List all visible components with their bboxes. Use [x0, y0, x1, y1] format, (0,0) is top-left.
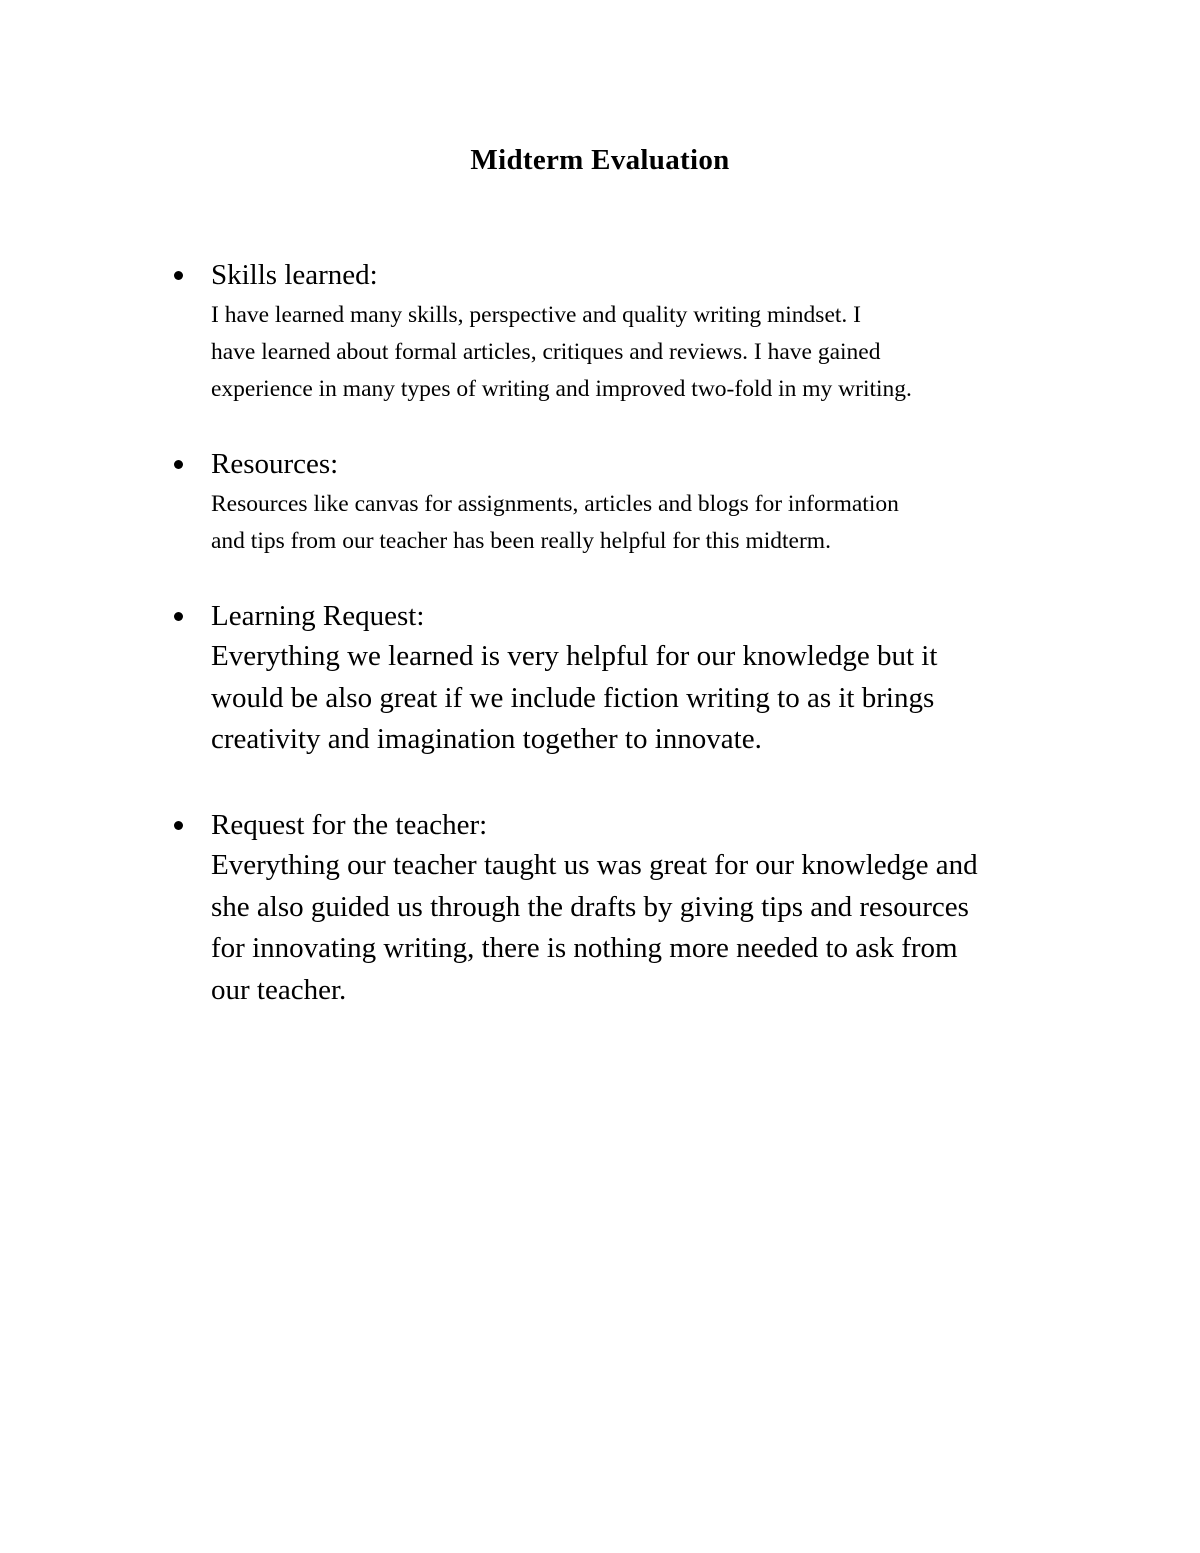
section-heading: Resources: — [211, 448, 339, 480]
section-body: Resources like canvas for assignments, articles and blogs for information and tips from our teacher has been really helpful for this midterm. — [211, 491, 899, 554]
bullet-icon — [172, 268, 186, 282]
bullet-icon — [172, 609, 186, 623]
section-body: Everything our teacher taught us was great for our knowledge and she also guided us through the drafts by giving tips and resources for innovating writing, there is nothing more needed to ask from our teacher. — [211, 849, 978, 1006]
bullet-icon — [172, 818, 186, 832]
document-title: Midterm Evaluation — [470, 144, 730, 176]
section-heading: Skills learned: — [211, 259, 378, 291]
bullet-icon — [172, 457, 186, 471]
section-heading: Learning Request: — [211, 600, 425, 632]
section-body: Everything we learned is very helpful for our knowledge but it would be also great if we include fiction writing to as it brings creativity and imagination together to innovate. — [211, 640, 938, 755]
section-heading: Request for the teacher: — [211, 809, 488, 841]
section-body: I have learned many skills, perspective and quality writing mindset. I have learned about formal articles, critiques and reviews. I have gained experience in many types of writing and improved two-fold in my writing. — [211, 302, 912, 402]
